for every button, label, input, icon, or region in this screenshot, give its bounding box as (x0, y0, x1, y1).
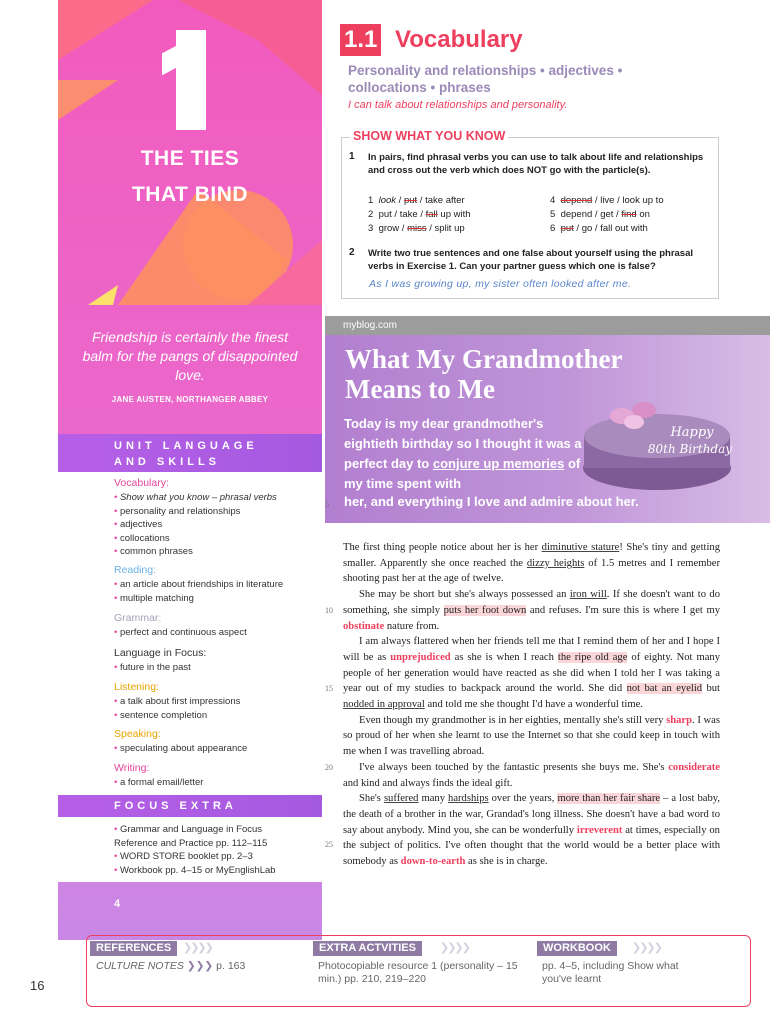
workbook-tab: WORKBOOK (537, 941, 617, 956)
handwritten-example: As I was growing up, my sister often looked after me. (369, 278, 632, 290)
section-title: Vocabulary (395, 26, 523, 53)
line-number: 25 (325, 840, 333, 849)
list-item: • future in the past (114, 661, 206, 675)
question-2-text: Write two true sentences and one false about yourself using the phrasal verbs in Exercise 1. Can your partner guess which one is false? (368, 248, 694, 272)
extra-activities-tab: EXTRA ACTVITIES (313, 941, 422, 956)
list-item: • adjectives (114, 518, 277, 532)
question-number: 2 (349, 247, 355, 258)
list-item: • personality and relationships (114, 505, 277, 519)
line-number: 10 (325, 606, 333, 615)
blog-lead: Today is my dear grandmother's eightieth birthday so I thought it was a perfect day to conjure up memories of my time spent with (344, 416, 582, 491)
unit-language-band: UNIT LANGUAGE AND SKILLS (58, 434, 322, 472)
references-text: CULTURE NOTES ❯❯❯ p. 163 (96, 960, 246, 972)
section-language-in-focus: Language in Focus: • future in the past (114, 647, 206, 675)
chevrons-icon: ❯❯❯❯ (440, 942, 469, 954)
references-tab: REFERENCES (90, 941, 177, 956)
section-listening: Listening: • a talk about first impressions • sentence completion (114, 681, 240, 722)
list-item: • Workbook pp. 4–15 or MyEnglishLab (114, 864, 304, 878)
workbook-text: pp. 4–5, including Show what you've learnt (542, 960, 679, 985)
section-vocabulary: Vocabulary: • Show what you know – phrasal verbs • personality and relationships • adjectives • collocations • common phrases (114, 477, 277, 559)
list-item: • speculating about appearance (114, 742, 247, 756)
line-number: 5 (325, 500, 329, 509)
blog-title: What My Grandmother Means to Me (345, 344, 623, 404)
option-6: 6 put / go / fall out with (550, 223, 648, 234)
article-body: The first thing people notice about her is her diminutive stature! She's tiny and getting smaller. Apparently she once reached the dizzy heights of 1.5 metres and I remember shooting past her at the age of twelve. She may be short but she's always possessed an iron will. If she doesn't want to do something, she simply puts her foot down and refuses. I'm sure this is where I get my obstinate nature from. I am always flattered when her friends tell me that I remind them of her and I hope I will be as unprejudiced as she is when I reach the ripe old age of eighty. Not many people of her generation would have reacted as she did when I told her I was taking a year out of my studies to backpack around the world. She did not bat an eyelid but nodded in approval and told me she thought I'd have a wonderful time. Even though my grandmother is in her eighties, mentally she's still very sharp. I was so proud of her when she learnt to use the Internet so that she could keep in touch with me when I was travelling abroad. I've always been touched by the fantastic presents she buys me. She's considerate and kind and always finds the ideal gift. She's suffered many hardships over the years, more than her fair share – a lost baby, the death of a brother in the war, Grandad's long illness. She doesn't have a bad word to say about anybody. Mind you, she can be wonderfully irreverent at times, especially on the subject of politics. I've often thought that the world would be a better place with somebody as down-to-earth as she is in charge. (343, 542, 721, 868)
left-page-number: 4 (114, 898, 121, 910)
focus-extra-list (58, 817, 322, 882)
list-item: • sentence completion (114, 709, 240, 723)
option-3: 3 grow / miss / split up (368, 223, 465, 234)
blog-url: myblog.com (343, 320, 397, 331)
list-item: • collocations (114, 532, 277, 546)
list-item: • common phrases (114, 545, 277, 559)
chevron-icon: ❯❯❯ (186, 960, 214, 972)
list-item: • WORD STORE booklet pp. 2–3 (114, 850, 304, 864)
list-item: • multiple matching (114, 592, 283, 606)
question-number: 1 (349, 151, 355, 162)
quote-source: JANE AUSTEN, NORTHANGER ABBEY (111, 395, 269, 404)
line-number: 20 (325, 763, 333, 772)
blog-lead-last-line: her, and everything I love and admire about her. (344, 494, 639, 509)
birthday-cake-image (582, 398, 732, 492)
option-2: 2 put / take / fall up with (368, 209, 471, 220)
section-speaking: Speaking: • speculating about appearance (114, 728, 247, 756)
option-1: 1 look / put / take after (368, 195, 465, 206)
section-grammar: Grammar: • perfect and continuous aspect (114, 612, 247, 640)
unit-title-line2: THAT BIND (131, 183, 249, 206)
option-4: 4 depend / live / look up to (550, 195, 664, 206)
learning-goal: I can talk about relationships and personality. (348, 99, 568, 111)
option-5: 5 depend / get / find on (550, 209, 650, 220)
unit-opener-panel (58, 0, 322, 940)
page-number: 16 (30, 978, 45, 993)
section-writing: Writing: • a formal email/letter (114, 762, 203, 790)
list-item: • perfect and continuous aspect (114, 626, 247, 640)
section-topics: Personality and relationships • adjectives • collocations • phrases (348, 63, 623, 95)
cake-text-birthday: 80th Birthday (647, 442, 732, 456)
list-item: • an article about friendships in literature (114, 578, 283, 592)
unit-title-line1: THE TIES (140, 147, 240, 170)
focus-extra-band: FOCUS EXTRA (58, 795, 322, 817)
unit-skills-list (58, 472, 322, 795)
epigraph-quote: Friendship is certainly the finest balm for the pangs of disappointed love. (82, 329, 298, 383)
unit-number-glyph (176, 30, 206, 130)
section-reading: Reading: • an article about friendships in literature • multiple matching (114, 564, 283, 605)
line-number: 15 (325, 684, 333, 693)
list-item: • a formal email/letter (114, 776, 203, 790)
extra-activities-text: Photocopiable resource 1 (personality – 15 min.) pp. 210, 219–220 (318, 960, 518, 985)
cake-text-happy: Happy (670, 425, 714, 440)
show-what-you-know-label: SHOW WHAT YOU KNOW (350, 129, 508, 143)
section-number-badge: 1.1 (340, 24, 381, 56)
chevrons-icon: ❯❯❯❯ (183, 942, 212, 954)
list-item: • a talk about first impressions (114, 695, 240, 709)
chevrons-icon: ❯❯❯❯ (632, 942, 661, 954)
question-1-text: In pairs, find phrasal verbs you can use to talk about life and relationships and cross out the verb which does NOT go with the particle(s). (368, 152, 704, 176)
list-item: • Grammar and Language in Focus Reference and Practice pp. 112–115 (114, 823, 304, 850)
list-item: • Show what you know – phrasal verbs (114, 491, 277, 505)
